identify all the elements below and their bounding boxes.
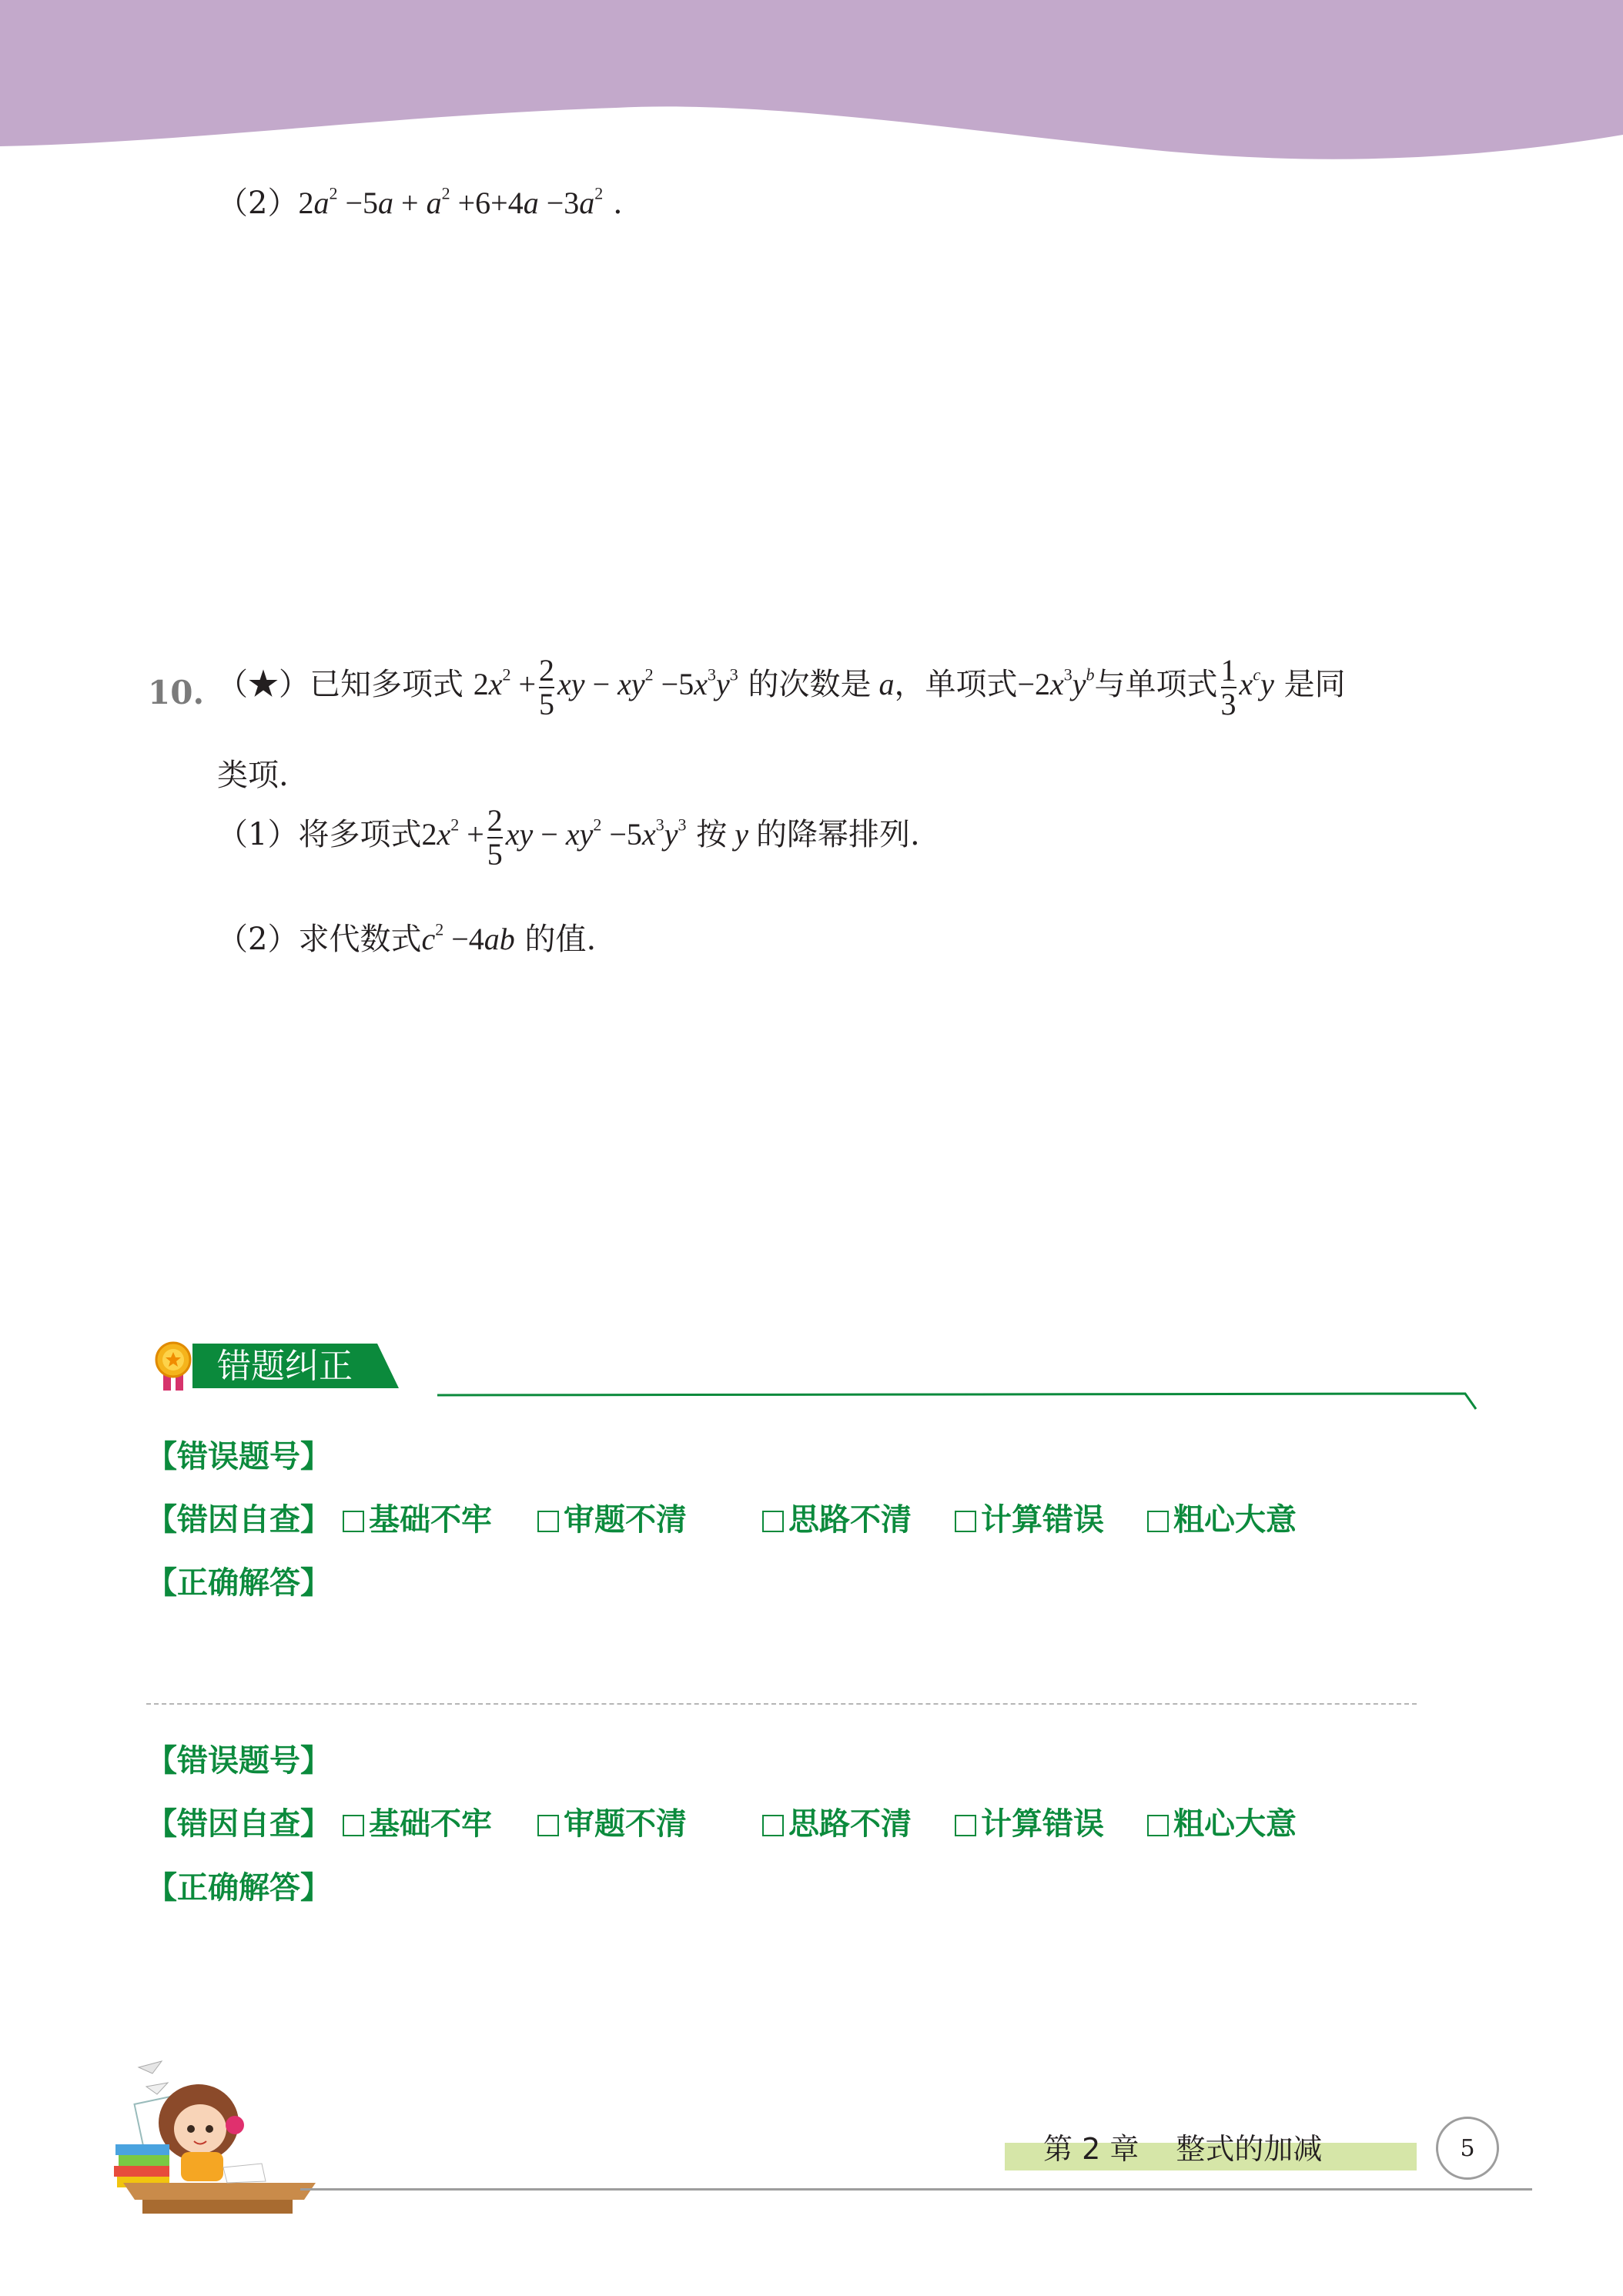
q10-text-5: 是同 xyxy=(1283,667,1346,703)
page-number: 5 xyxy=(1460,2134,1475,2162)
checkbox[interactable] xyxy=(343,1511,364,1532)
checkbox[interactable] xyxy=(1147,1815,1169,1836)
section-title: 错题纠正 xyxy=(217,1347,353,1386)
page-number-circle xyxy=(1436,2117,1499,2180)
reason-label-1: 【错因自查】 xyxy=(146,1502,331,1538)
q10-text-2: 的次数是 xyxy=(748,667,872,703)
q10-part2 xyxy=(217,915,596,959)
option-reading-1[interactable]: 审题不清 xyxy=(537,1495,687,1539)
correct-answer-label-2: 【正确解答】 xyxy=(146,1870,331,1906)
dashed-divider xyxy=(146,1703,1417,1705)
chapter-title: 整式的加减 xyxy=(1176,2132,1323,2166)
footer-rule xyxy=(300,2188,1532,2191)
q10-part1-var-y: y xyxy=(727,817,756,852)
reason-row-2 xyxy=(146,1799,1297,1843)
q10-part1-text: 按 xyxy=(696,817,728,853)
option-foundation-1[interactable]: 基础不牢 xyxy=(343,1495,492,1539)
q10-part2-expression: $c^2 -4ab$ xyxy=(421,919,515,956)
option-reading-2[interactable]: 审题不清 xyxy=(537,1799,687,1843)
q10-part1-polynomial: $2x^2$ + $\frac{2}{5}$ xy − $xy^2 -5x^3y^3$ xyxy=(421,803,687,872)
footer-chapter xyxy=(1043,2125,1322,2167)
q10-text-1: 已知多项式 xyxy=(310,667,463,703)
checkbox[interactable] xyxy=(955,1511,976,1532)
q10-text-4: 与单项式 xyxy=(1094,667,1218,703)
student-illustration xyxy=(108,2052,323,2214)
q10-part1-text-2: 的降幂排列. xyxy=(755,817,920,853)
section-rule xyxy=(435,1386,1482,1417)
q10-monomial-1: $-2x^3y^b$ xyxy=(1017,664,1095,702)
checkbox[interactable] xyxy=(762,1511,784,1532)
option-approach-2[interactable]: 思路不清 xyxy=(762,1799,912,1843)
option-careless-1[interactable]: 粗心大意 xyxy=(1147,1495,1297,1539)
checkbox[interactable] xyxy=(537,1815,559,1836)
q9-part2: $(2)2a^2 -5a + a^2 +6+4a -3a^2$ . xyxy=(217,183,623,221)
q10-part1 xyxy=(217,805,920,871)
option-calculation-2[interactable]: 计算错误 xyxy=(955,1799,1104,1843)
checkbox[interactable] xyxy=(762,1815,784,1836)
correct-answer-label-1: 【正确解答】 xyxy=(146,1565,331,1601)
option-approach-1[interactable]: 思路不清 xyxy=(762,1495,912,1539)
q10-part2-text: 的值. xyxy=(524,922,597,957)
checkbox[interactable] xyxy=(1147,1511,1169,1532)
q10-star: （★） xyxy=(217,667,310,703)
q10-part2-label: （2）求代数式 xyxy=(217,922,422,957)
chapter-number: 第 2 章 xyxy=(1043,2132,1139,2166)
reason-label-2: 【错因自查】 xyxy=(146,1806,331,1842)
checkbox[interactable] xyxy=(343,1815,364,1836)
q10-polynomial: $2x^2$ + $\frac{2}{5}$ xy − $xy^2 -5x^3y^3$ xyxy=(473,653,738,721)
medal-icon xyxy=(154,1341,192,1392)
q10-stem-line2: 类项. xyxy=(217,758,289,793)
q10-monomial-2: $\frac{1}{3}$ $x^cy$ xyxy=(1220,653,1274,721)
q9-part2-label: （2） xyxy=(217,186,299,221)
wrong-number-label-1: 【错误题号】 xyxy=(146,1439,331,1474)
q10-number: 10. xyxy=(148,674,205,711)
option-foundation-2[interactable]: 基础不牢 xyxy=(343,1799,492,1843)
option-careless-2[interactable]: 粗心大意 xyxy=(1147,1799,1297,1843)
q10-text-3: ，单项式 xyxy=(894,667,1018,703)
q10-stem-line1 xyxy=(217,654,1346,721)
q9-part2-expression: $2a^2 -5a + a^2 +6+4a -3a^2$ xyxy=(298,183,604,220)
q10-var-a: a xyxy=(871,667,895,702)
q10-part1-label: （1）将多项式 xyxy=(217,817,422,853)
reason-row-1 xyxy=(146,1495,1297,1539)
wrong-number-label-2: 【错误题号】 xyxy=(146,1743,331,1779)
checkbox[interactable] xyxy=(537,1511,559,1532)
header-wave xyxy=(0,0,1623,169)
option-calculation-1[interactable]: 计算错误 xyxy=(955,1495,1104,1539)
checkbox[interactable] xyxy=(955,1815,976,1836)
